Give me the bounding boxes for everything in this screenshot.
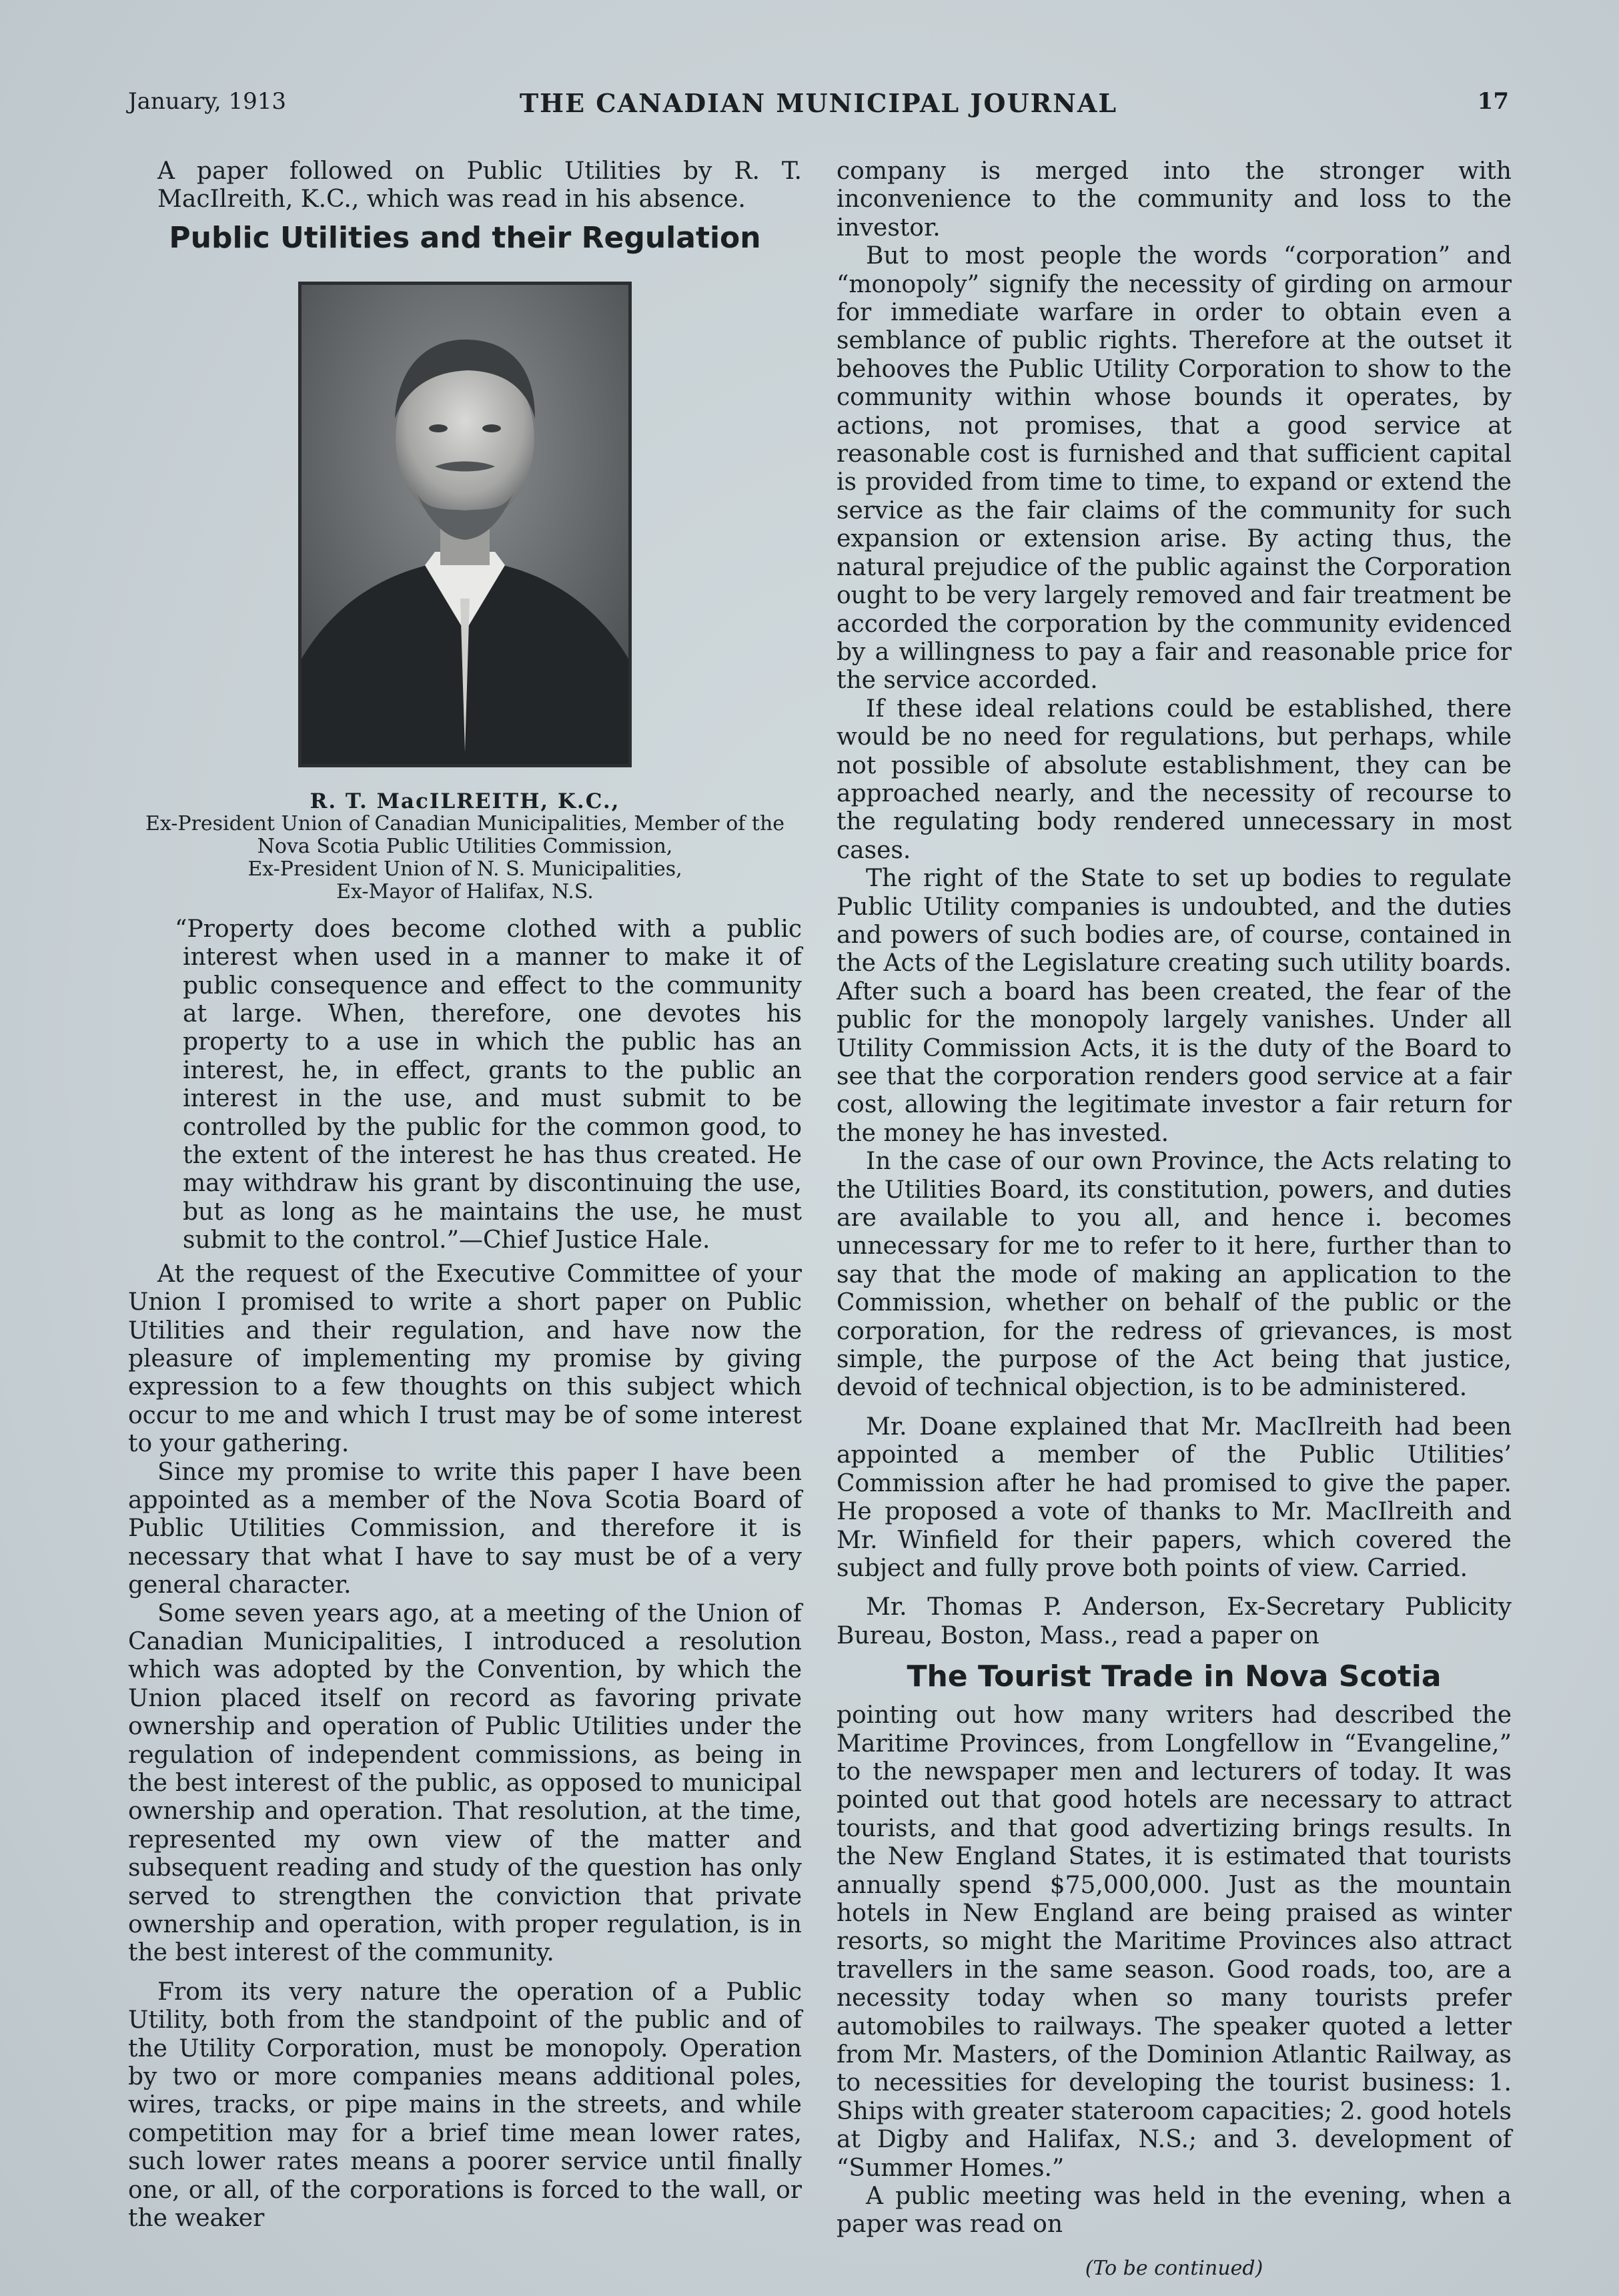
article-title: Public Utilities and their Regulation bbox=[169, 220, 761, 255]
caption-line: Ex-President Union of Canadian Municipalities, Member of the Nova Scotia Public Utilities Commission, bbox=[145, 811, 785, 858]
portrait-photo bbox=[298, 282, 632, 767]
body-paragraph: From its very nature the operation of a Public Utility, both from the standpoint of the public and of the Utility Corporation, must be monopoly. Operation by two or more companies means additional poles, wires, tracks, or pipe mains in the streets, and while competition may for a brief time mean lower rates, such lower rates means a poorer service until finally one, or all, of the corporations is forced to the wall, or the weaker bbox=[128, 1978, 802, 2233]
right-column bbox=[837, 157, 1512, 2280]
portrait-caption bbox=[128, 790, 802, 903]
to-be-continued: (To be continued) bbox=[1085, 2256, 1263, 2280]
left-column bbox=[128, 157, 802, 2233]
body-paragraph: At the request of the Executive Committee of your Union I promised to write a short paper on Public Utilities and their regulation, and have now the pleasure of implementing my promise by giving expression to a few thoughts on this subject which occur to me and which I trust may be of some interest to your gathering. bbox=[128, 1260, 802, 1458]
page-number: 17 bbox=[1477, 88, 1509, 115]
portrait-illustration bbox=[302, 285, 628, 764]
caption-line: Ex-Mayor of Halifax, N.S. bbox=[336, 879, 594, 903]
page-header bbox=[128, 88, 1509, 128]
article-title: The Tourist Trade in Nova Scotia bbox=[907, 1659, 1442, 1694]
body-paragraph: pointing out how many writers had described the Maritime Provinces, from Longfellow in “Evangeline,” to the newspaper men and lecturers of today. It was pointed out that good hotels are necessary to attract tourists, and that good advertizing brings results. In the New England States, it is estimated that tourists annually spend $75,000,000. Just as the mountain hotels in New England are being praised as winter resorts, so might the Maritime Provinces also attract travellers in the same season. Good roads, too, are a necessity today when so many tourists prefer automobiles to railways. The speaker quoted a letter from Mr. Masters, of the Dominion Atlantic Railway, as to necessities for developing the tourist business: 1. Ships with greater stateroom capacities; 2. good hotels at Digby and Halifax, N.S.; and 3. development of “Summer Homes.” bbox=[837, 1701, 1512, 2182]
caption-line: Ex-President Union of N. S. Municipalities, bbox=[247, 857, 682, 881]
epigraph-quote bbox=[128, 915, 802, 1255]
proceedings-paragraph: Mr. Doane explained that Mr. MacIlreith had been appointed a member of the Public Utilities’ Commission after he had promised to give the paper. He proposed a vote of thanks to Mr. MacIlreith and Mr. Winfield for their papers, which covered the subject and fully prove both points of view. Carried. bbox=[837, 1413, 1512, 1582]
article-intro: A paper followed on Public Utilities by R. T. MacIlreith, K.C., which was read in his absence. bbox=[157, 157, 802, 214]
body-paragraph: company is merged into the stronger with inconvenience to the community and loss to the investor. bbox=[837, 157, 1512, 242]
body-paragraph: In the case of our own Province, the Acts relating to the Utilities Board, its constitution, powers, and duties are available to you all, and hence i. becomes unnecessary for me to refer to it here, further than to say that the mode of making an application to the Commission, whether on behalf of the public or the corporation, for the redress of grievances, is most simple, the purpose of the Act being that justice, devoid of technical objection, is to be administered. bbox=[837, 1148, 1512, 1402]
caption-name: R. T. MacILREITH, K.C., bbox=[310, 789, 620, 813]
body-paragraph: If these ideal relations could be established, there would be no need for regulations, but perhaps, while not possible of absolute establishment, they can be approached nearly, and the necessity of recourse to the regulating body rendered unnecessary in most cases. bbox=[837, 695, 1512, 864]
quote-text: “Property does become clothed with a public interest when used in a manner to make it of public consequence and effect to the community at large. When, therefore, one devotes his property to a use in which the public has an interest, he, in effect, grants to the public an interest in the use, and must submit to be controlled by the public for the common good, to the extent of the interest he has thus created. He may withdraw his grant by discontinuing the use, but as long as he maintains the use, he must submit to the control.”—Chief Justice Hale. bbox=[175, 915, 802, 1254]
issue-date: January, 1913 bbox=[128, 88, 287, 115]
body-paragraph: Some seven years ago, at a meeting of the Union of Canadian Municipalities, I introduced a resolution which was adopted by the Convention, by which the Union placed itself on record as favoring private ownership and operation of Public Utilities under the regulation of independent commissions, as being in the best interest of the public, as opposed to municipal ownership and operation. That resolution, at the time, represented my own view of the matter and subsequent reading and study of the question has only served to strengthen the conviction that private ownership and operation, with proper regulation, is in the best interest of the community. bbox=[128, 1599, 802, 1967]
body-paragraph: But to most people the words “corporation” and “monopoly” signify the necessity of girding on armour for immediate warfare in order to obtain even a semblance of public rights. Therefore at the outset it behooves the Public Utility Corporation to show to the community within whose bounds it operates, by actions, not promises, that a good service at reasonable cost is furnished and that sufficient capital is provided from time to time, to expand or extend the service as the fair claims of the community for such expansion or extension arise. By acting thus, the natural prejudice of the public against the Corporation ought to be very largely removed and fair treatment be accorded the corporation by the community evidenced by a willingness to pay a fair and reasonable price for the service accorded. bbox=[837, 242, 1512, 695]
journal-title: THE CANADIAN MUNICIPAL JOURNAL bbox=[519, 88, 1118, 118]
body-paragraph: Since my promise to write this paper I have been appointed as a member of the Nova Scotia Board of Public Utilities Commission, and therefore it is necessary that what I have to say must be of a very general character. bbox=[128, 1458, 802, 1599]
body-paragraph: A public meeting was held in the evening, when a paper was read on bbox=[837, 2183, 1512, 2239]
proceedings-paragraph: Mr. Thomas P. Anderson, Ex-Secretary Publicity Bureau, Boston, Mass., read a paper on bbox=[837, 1593, 1512, 1649]
body-paragraph: The right of the State to set up bodies to regulate Public Utility companies is undoubted, and the duties and powers of such bodies are, of course, contained in the Acts of the Legislature creating such utility boards. After such a board has been created, the fear of the public for the monopoly largely vanishes. Under all Utility Commission Acts, it is the duty of the Board to see that the corporation renders good service at a fair cost, allowing the legitimate investor a fair return for the money he has invested. bbox=[837, 865, 1512, 1147]
